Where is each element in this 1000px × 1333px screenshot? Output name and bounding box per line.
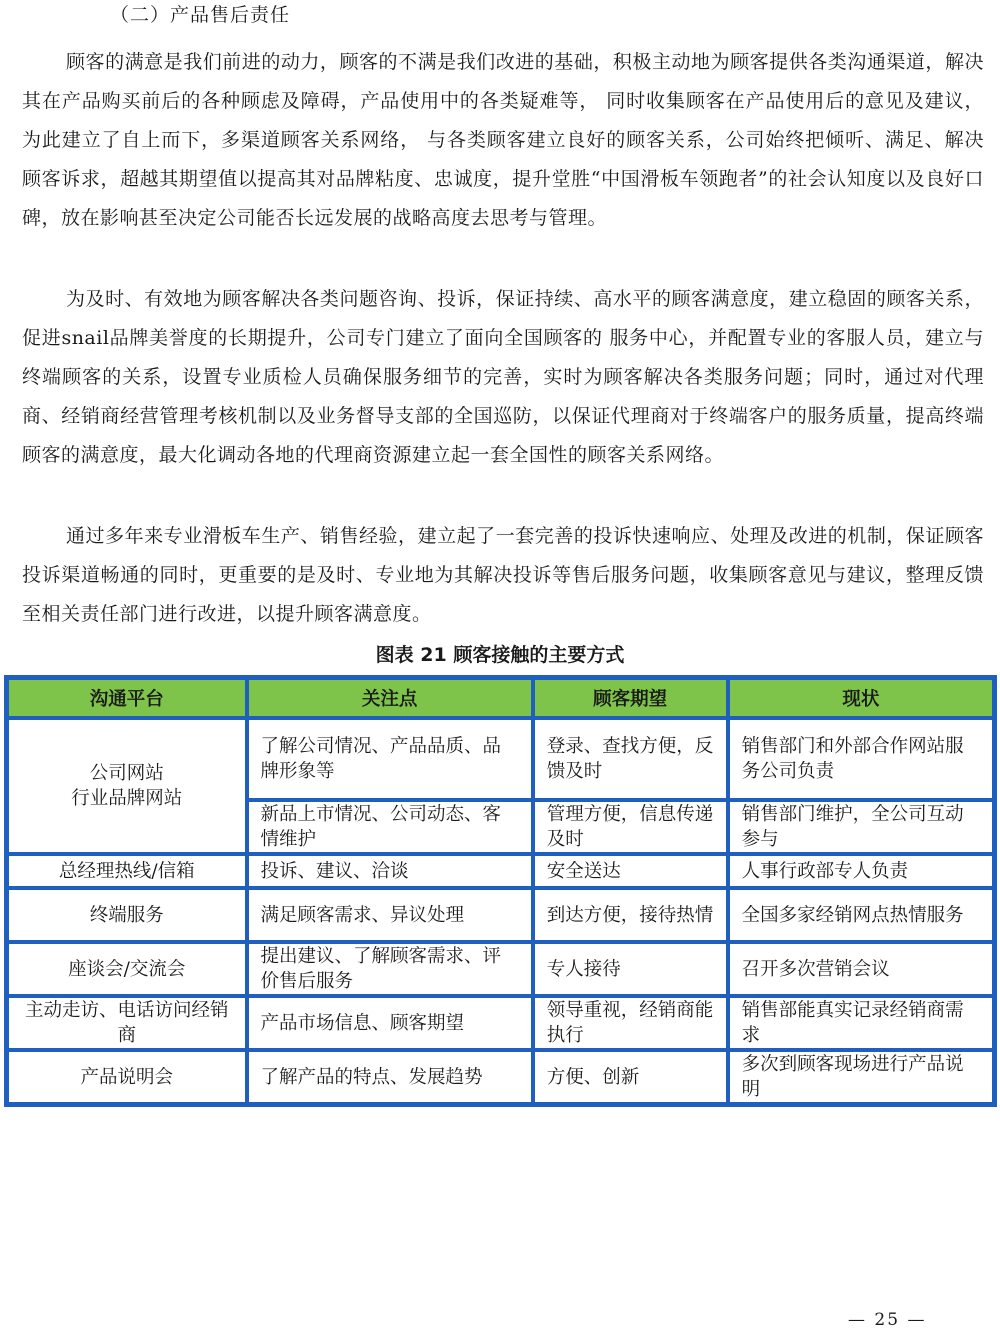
table-row [7,942,994,996]
header-focus: 关注点 [247,678,533,718]
paragraph-complaint-handling: 通过多年来专业滑板车生产、销售经验，建立起了一套完善的投诉快速响应、处理及改进的机制，保证顾客投诉渠道畅通的同时，更重要的是及时、专业地为其解决投诉等售后服务问题，收集顾客意见与建议，整理反馈至相关责任部门进行改进，以提升顾客满意度。 [22,525,984,625]
cell-status: 销售部门维护，全公司互动参与 [728,800,994,854]
cell-status: 全国多家经销网点热情服务 [728,888,994,942]
table-header-row [7,678,994,718]
table-row [7,996,994,1050]
table-row [7,854,994,888]
cell-focus: 提出建议、了解顾客需求、评价售后服务 [247,942,533,996]
cell-expectation: 方便、创新 [533,1050,728,1104]
cell-expectation: 到达方便，接待热情 [533,888,728,942]
cell-expectation: 专人接待 [533,942,728,996]
cell-focus: 了解公司情况、产品品质、品牌形象等 [247,718,533,800]
header-status: 现状 [728,678,994,718]
header-platform: 沟通平台 [7,678,247,718]
paragraph-service-center: 为及时、有效地为顾客解决各类问题咨询、投诉，保证持续、高水平的顾客满意度，建立稳固的顾客关系，促进snail品牌美誉度的长期提升，公司专门建立了面向全国顾客的 服务中心，并配置专业的客服人员，建立与终端顾客的关系，设置专业质检人员确保服务细节的完善，实时为顾客解决各类服务问题；同时，通过对代理商、经销商经营管理考核机制以及业务督导支部的全国巡防，以保证代理商对于终端客户的服务质量，提高终端顾客的满意度，最大化调动各地的代理商资源建立起一套全国性的顾客关系网络。 [22,288,984,466]
cell-focus: 新品上市情况、公司动态、客情维护 [247,800,533,854]
table-caption: 图表 21 顾客接触的主要方式 [375,644,625,666]
cell-status: 多次到顾客现场进行产品说明 [728,1050,994,1104]
cell-platform: 座谈会/交流会 [7,942,247,996]
cell-status: 召开多次营销会议 [728,942,994,996]
cell-status: 人事行政部专人负责 [728,854,994,888]
cell-expectation: 领导重视，经销商能执行 [533,996,728,1050]
cell-expectation: 登录、查找方便，反馈及时 [533,718,728,800]
cell-focus: 投诉、建议、洽谈 [247,854,533,888]
table-row [7,718,994,800]
cell-expectation: 管理方便，信息传递及时 [533,800,728,854]
table-row [7,888,994,942]
cell-platform: 产品说明会 [7,1050,247,1104]
cell-focus: 满足顾客需求、异议处理 [247,888,533,942]
customer-contact-table [4,675,997,1107]
page-number: — 25 — [848,1310,927,1330]
section-title: （二）产品售后责任 [110,4,291,26]
cell-platform: 主动走访、电话访问经销商 [7,996,247,1050]
cell-focus: 产品市场信息、顾客期望 [247,996,533,1050]
paragraph-customer-satisfaction: 顾客的满意是我们前进的动力，顾客的不满是我们改进的基础，积极主动地为顾客提供各类沟通渠道，解决其在产品购买前后的各种顾虑及障碍，产品使用中的各类疑难等， 同时收集顾客在产品使用后的意见及建议，为此建立了自上而下，多渠道顾客关系网络， 与各类顾客建立良好的顾客关系，公司始终把倾听、满足、解决顾客诉求，超越其期望值以提高其对品牌粘度、忠诚度，提升堂胜“中国滑板车领跑者”的社会认知度以及良好口 碑，放在影响甚至决定公司能否长远发展的战略高度去思考与管理。 [22,51,984,229]
cell-status: 销售部门和外部合作网站服务公司负责 [728,718,994,800]
table-row [7,1050,994,1104]
cell-platform: 公司网站 行业品牌网站 [7,718,247,854]
cell-platform: 终端服务 [7,888,247,942]
cell-expectation: 安全送达 [533,854,728,888]
header-expectation: 顾客期望 [533,678,728,718]
cell-focus: 了解产品的特点、发展趋势 [247,1050,533,1104]
cell-status: 销售部能真实记录经销商需求 [728,996,994,1050]
cell-platform: 总经理热线/信箱 [7,854,247,888]
